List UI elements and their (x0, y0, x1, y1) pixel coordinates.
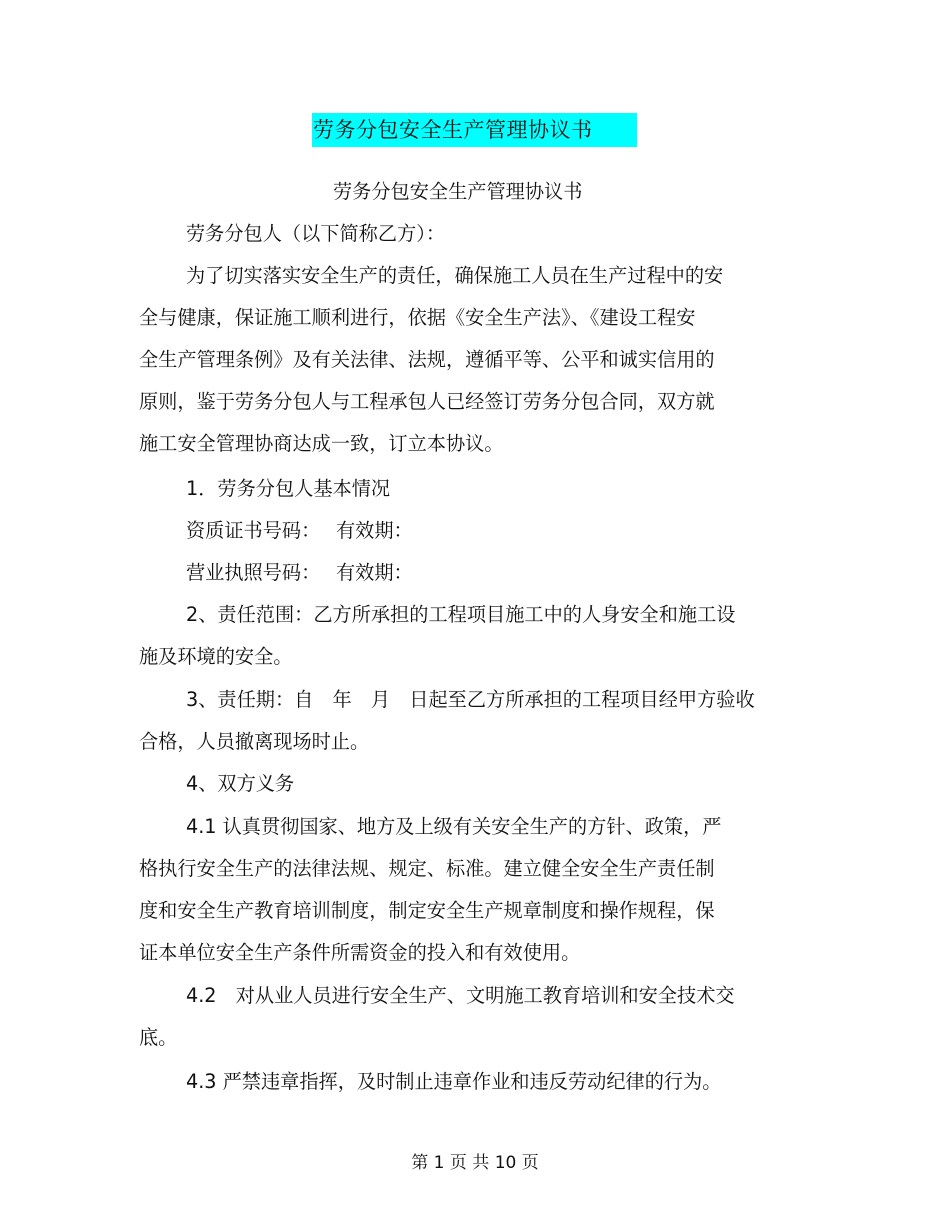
paragraph-line: 3、责任期：自 年 月 日起至乙方所承担的工程项目经甲方验收 (186, 688, 755, 711)
paragraph-line: 证本单位安全生产条件所需资金的投入和有效使用。 (139, 941, 581, 964)
document-title-highlighted: 劳务分包安全生产管理协议书 (312, 113, 637, 147)
page-label-suffix: 页 (521, 1153, 539, 1173)
paragraph-line: 全生产管理条例》及有关法律、法规，遵循平等、公平和诚实信用的 (139, 348, 715, 371)
section-heading: 4、双方义务 (186, 772, 295, 795)
paragraph-line: 格执行安全生产的法律法规、规定、标准。建立健全安全生产责任制 (139, 857, 715, 880)
paragraph-line: 底。 (139, 1026, 178, 1049)
document-subtitle: 劳务分包安全生产管理协议书 (333, 180, 583, 203)
paragraph-line: 全与健康，保证施工顺利进行，依据《安全生产法》、《建设工程安 (139, 306, 696, 329)
paragraph-line: 4.1 认真贯彻国家、地方及上级有关安全生产的方针、政策，严 (186, 815, 722, 838)
page-label-prefix: 第 (411, 1153, 429, 1173)
paragraph-line: 4.2 对从业人员进行安全生产、文明施工教育培训和安全技术交 (186, 984, 735, 1007)
paragraph-line: 原则，鉴于劳务分包人与工程承包人已经签订劳务分包合同，双方就 (139, 390, 715, 413)
paragraph-line: 2、责任范围：乙方所承担的工程项目施工中的人身安全和施工设 (186, 603, 736, 626)
paragraph-line: 为了切实落实安全生产的责任，确保施工人员在生产过程中的安 (186, 264, 724, 287)
paragraph-line: 合格，人员撤离现场时止。 (139, 730, 370, 753)
page-footer (0, 1150, 950, 1176)
paragraph-line: 施及环境的安全。 (139, 645, 293, 668)
page-label-middle: 页 共 (449, 1153, 490, 1173)
paragraph-line: 4.3 严禁违章指挥，及时制止违章作业和违反劳动纪律的行为。 (186, 1070, 722, 1093)
paragraph-line: 度和安全生产教育培训制度，制定安全生产规章制度和操作规程，保 (139, 899, 715, 922)
paragraph-line: 施工安全管理协商达成一致，订立本协议。 (139, 432, 504, 455)
total-pages-number: 10 (494, 1153, 517, 1173)
addressee-line: 劳务分包人（以下简称乙方）： (186, 222, 446, 245)
section-heading: 1．劳务分包人基本情况 (186, 477, 391, 500)
field-line-qualification: 资质证书号码： 有效期： (186, 519, 413, 542)
current-page-number: 1 (433, 1153, 445, 1173)
field-line-license: 营业执照号码： 有效期： (186, 561, 413, 584)
